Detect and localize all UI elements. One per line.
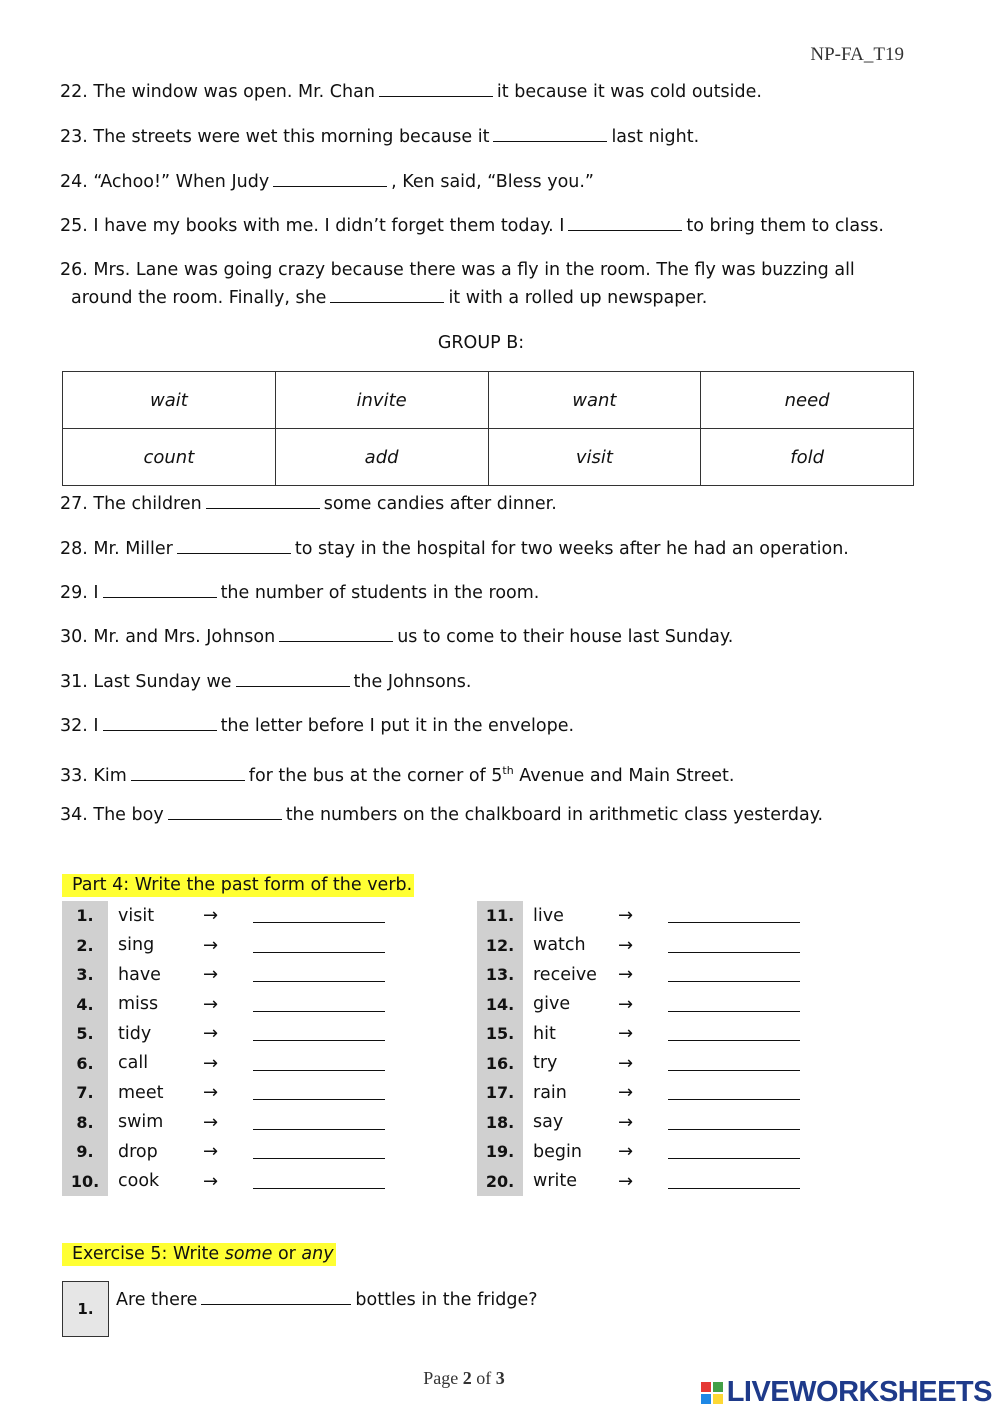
answer-blank[interactable] xyxy=(668,938,800,953)
logo-square xyxy=(701,1382,711,1392)
logo-square xyxy=(701,1394,711,1404)
verb-number: 18. xyxy=(477,1108,523,1138)
arrow-right-icon: → xyxy=(618,993,634,1015)
answer-blank[interactable] xyxy=(253,1174,385,1189)
answer-blank[interactable] xyxy=(668,1115,800,1130)
answer-blank[interactable] xyxy=(668,967,800,982)
verb-row xyxy=(62,931,385,961)
answer-blank[interactable] xyxy=(236,672,350,687)
question-31: 31. Last Sunday we the Johnsons. xyxy=(60,672,472,692)
arrow-right-icon: → xyxy=(618,1082,634,1104)
verb-number: 14. xyxy=(477,990,523,1020)
verb-row xyxy=(62,990,385,1020)
arrow-right-icon: → xyxy=(203,1023,219,1045)
arrow-right-icon: → xyxy=(203,1111,219,1133)
question-27: 27. The children some candies after dinner. xyxy=(60,494,557,514)
question-22: 22. The window was open. Mr. Chan it because it was cold outside. xyxy=(60,82,762,102)
liveworksheets-brand[interactable] xyxy=(701,1376,992,1409)
verb-number: 2. xyxy=(62,931,108,961)
answer-blank[interactable] xyxy=(168,805,282,820)
arrow-right-icon: → xyxy=(618,1052,634,1074)
verb-word: miss xyxy=(118,994,159,1015)
word-cell: add xyxy=(275,429,488,486)
verb-number: 16. xyxy=(477,1049,523,1079)
answer-blank[interactable] xyxy=(568,216,682,231)
answer-blank[interactable] xyxy=(273,172,387,187)
word-cell: wait xyxy=(63,372,276,429)
verb-number: 10. xyxy=(62,1167,108,1197)
exercise5-title: Exercise 5: Write some or any xyxy=(62,1243,336,1266)
verb-row xyxy=(477,1049,800,1079)
answer-blank[interactable] xyxy=(253,1115,385,1130)
answer-blank[interactable] xyxy=(668,1144,800,1159)
verb-number: 15. xyxy=(477,1019,523,1049)
verb-word: drop xyxy=(118,1141,158,1162)
question-24: 24. “Achoo!” When Judy , Ken said, “Bless you.” xyxy=(60,172,595,192)
verb-number: 20. xyxy=(477,1167,523,1197)
group-b-title: GROUP B: xyxy=(437,333,525,353)
verb-word: hit xyxy=(533,1023,556,1044)
answer-blank[interactable] xyxy=(379,82,493,97)
verb-number: 1. xyxy=(62,901,108,931)
answer-blank[interactable] xyxy=(253,997,385,1012)
answer-blank[interactable] xyxy=(253,908,385,923)
answer-blank[interactable] xyxy=(493,127,607,142)
answer-blank[interactable] xyxy=(279,627,393,642)
logo-square xyxy=(713,1382,723,1392)
verb-word: say xyxy=(533,1112,564,1133)
answer-blank[interactable] xyxy=(253,938,385,953)
verb-word: write xyxy=(533,1171,577,1192)
verb-word: rain xyxy=(533,1082,567,1103)
verb-row xyxy=(477,931,800,961)
verb-column-left xyxy=(62,901,385,1196)
answer-blank[interactable] xyxy=(177,539,291,554)
verb-number: 11. xyxy=(477,901,523,931)
verb-word: live xyxy=(533,905,564,926)
word-cell: visit xyxy=(488,429,701,486)
question-32: 32. I the letter before I put it in the envelope. xyxy=(60,716,575,736)
arrow-right-icon: → xyxy=(618,964,634,986)
verb-number: 5. xyxy=(62,1019,108,1049)
answer-blank[interactable] xyxy=(668,1056,800,1071)
verb-row xyxy=(477,990,800,1020)
answer-blank[interactable] xyxy=(103,716,217,731)
arrow-right-icon: → xyxy=(203,1141,219,1163)
verb-row xyxy=(477,1019,800,1049)
verb-number: 3. xyxy=(62,960,108,990)
exercise5-question-1: Are there bottles in the fridge? xyxy=(116,1290,538,1310)
word-cell: fold xyxy=(701,429,914,486)
question-23: 23. The streets were wet this morning because it last night. xyxy=(60,127,700,147)
verb-word: have xyxy=(118,964,161,985)
answer-blank[interactable] xyxy=(668,908,800,923)
answer-blank[interactable] xyxy=(253,1085,385,1100)
arrow-right-icon: → xyxy=(618,1111,634,1133)
question-29: 29. I the number of students in the room. xyxy=(60,583,540,603)
answer-blank[interactable] xyxy=(253,1144,385,1159)
verb-row xyxy=(62,1049,385,1079)
verb-row xyxy=(62,1019,385,1049)
arrow-right-icon: → xyxy=(203,1170,219,1192)
arrow-right-icon: → xyxy=(203,1082,219,1104)
verb-word: receive xyxy=(533,964,597,985)
question-28: 28. Mr. Miller to stay in the hospital for two weeks after he had an operation. xyxy=(60,539,849,559)
word-bank-table xyxy=(62,371,914,486)
verb-number: 17. xyxy=(477,1078,523,1108)
verb-word: call xyxy=(118,1053,149,1074)
verb-row xyxy=(477,960,800,990)
verb-number: 4. xyxy=(62,990,108,1020)
liveworksheets-logo-icon xyxy=(701,1382,723,1404)
arrow-right-icon: → xyxy=(203,993,219,1015)
verb-row xyxy=(62,1108,385,1138)
answer-blank[interactable] xyxy=(201,1290,351,1305)
arrow-right-icon: → xyxy=(618,934,634,956)
verb-row xyxy=(477,1167,800,1197)
page-footer: Page 2 of 3 xyxy=(423,1368,505,1388)
verb-row xyxy=(477,1137,800,1167)
verb-row xyxy=(62,901,385,931)
verb-row xyxy=(477,1078,800,1108)
verb-row xyxy=(62,1137,385,1167)
answer-blank[interactable] xyxy=(668,1174,800,1189)
question-34: 34. The boy the numbers on the chalkboard in arithmetic class yesterday. xyxy=(60,805,824,825)
verb-word: cook xyxy=(118,1171,160,1192)
answer-blank[interactable] xyxy=(330,288,444,303)
answer-blank[interactable] xyxy=(253,967,385,982)
question-33: 33. Kim for the bus at the corner of 5th Avenue and Main Street. xyxy=(60,764,735,786)
verb-row xyxy=(62,960,385,990)
question-25: 25. I have my books with me. I didn’t forget them today. I to bring them to class. xyxy=(60,216,884,236)
verb-word: try xyxy=(533,1053,558,1074)
question-number-box: 1. xyxy=(62,1281,109,1337)
verb-number: 9. xyxy=(62,1137,108,1167)
question-30: 30. Mr. and Mrs. Johnson us to come to their house last Sunday. xyxy=(60,627,734,647)
verb-word: sing xyxy=(118,935,155,956)
verb-number: 8. xyxy=(62,1108,108,1138)
word-cell: count xyxy=(63,429,276,486)
verb-word: visit xyxy=(118,905,155,926)
verb-word: meet xyxy=(118,1082,164,1103)
answer-blank[interactable] xyxy=(131,766,245,781)
verb-row xyxy=(477,1108,800,1138)
verb-row xyxy=(62,1078,385,1108)
word-cell: need xyxy=(701,372,914,429)
question-26: 26. Mrs. Lane was going crazy because there was a fly in the room. The fly was buzzing all around the room. Finally, she it with a rolled up newspaper. xyxy=(60,260,855,308)
verb-number: 19. xyxy=(477,1137,523,1167)
verb-row xyxy=(477,901,800,931)
arrow-right-icon: → xyxy=(618,905,634,927)
part4-title: Part 4: Write the past form of the verb. xyxy=(62,874,414,897)
arrow-right-icon: → xyxy=(618,1170,634,1192)
verb-word: give xyxy=(533,994,571,1015)
verb-word: tidy xyxy=(118,1023,152,1044)
verb-row xyxy=(62,1167,385,1197)
answer-blank[interactable] xyxy=(668,1085,800,1100)
arrow-right-icon: → xyxy=(203,905,219,927)
arrow-right-icon: → xyxy=(203,934,219,956)
arrow-right-icon: → xyxy=(618,1141,634,1163)
answer-blank[interactable] xyxy=(668,997,800,1012)
answer-blank[interactable] xyxy=(103,583,217,598)
verb-number: 12. xyxy=(477,931,523,961)
arrow-right-icon: → xyxy=(618,1023,634,1045)
brand-name: LIVEWORKSHEETS xyxy=(726,1376,992,1408)
verb-word: watch xyxy=(533,935,586,956)
document-code: NP-FA_T19 xyxy=(810,44,904,65)
verb-number: 13. xyxy=(477,960,523,990)
arrow-right-icon: → xyxy=(203,1052,219,1074)
verb-word: begin xyxy=(533,1141,582,1162)
logo-square xyxy=(713,1394,723,1404)
answer-blank[interactable] xyxy=(253,1026,385,1041)
answer-blank[interactable] xyxy=(253,1056,385,1071)
verb-word: swim xyxy=(118,1112,164,1133)
verb-column-right xyxy=(477,901,800,1196)
answer-blank[interactable] xyxy=(668,1026,800,1041)
answer-blank[interactable] xyxy=(206,494,320,509)
word-cell: want xyxy=(488,372,701,429)
verb-number: 6. xyxy=(62,1049,108,1079)
word-cell: invite xyxy=(275,372,488,429)
verb-number: 7. xyxy=(62,1078,108,1108)
arrow-right-icon: → xyxy=(203,964,219,986)
